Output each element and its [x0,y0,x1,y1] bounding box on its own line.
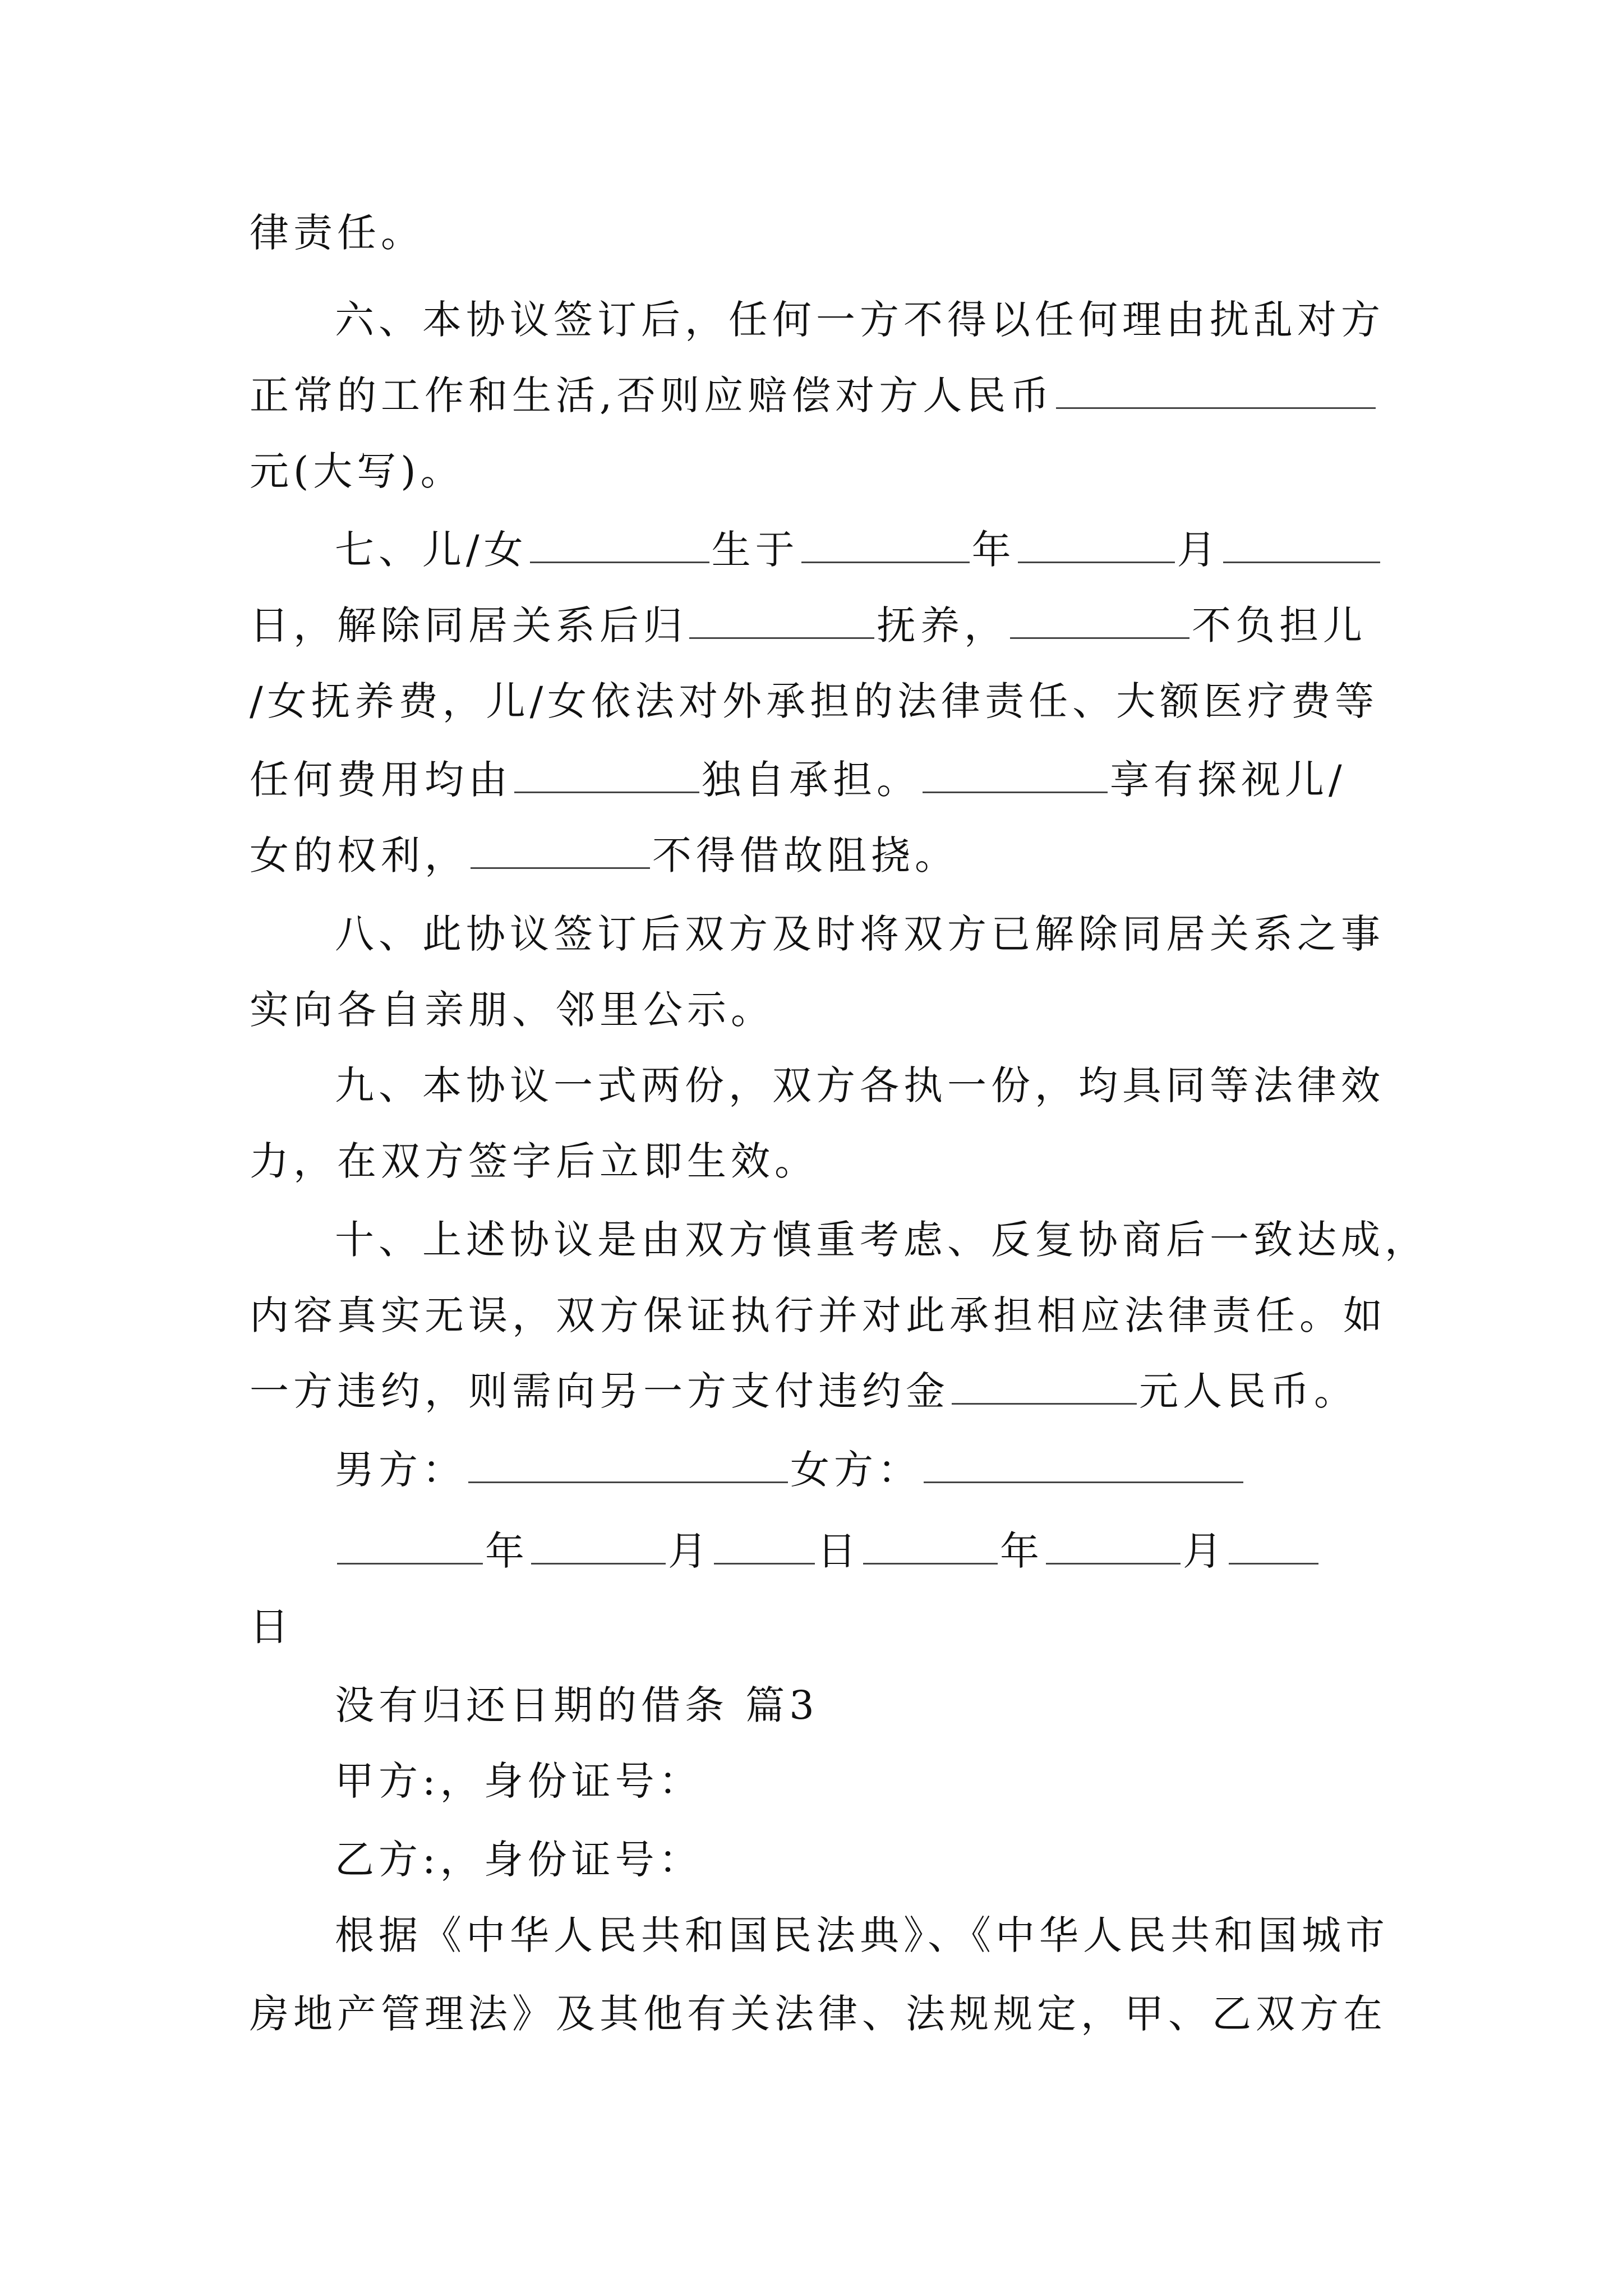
text-segment: 日，解除同居关系后归 [250,602,687,648]
fill-blank [952,1368,1137,1405]
clause-10-line-1 [335,1212,1428,1268]
clause-10-line-2 [250,1287,1385,1343]
signature-line [335,1442,1385,1498]
clause-7-line-5 [250,827,1385,884]
date-line-end [250,1599,1385,1655]
text-segment: 年 [485,1528,529,1574]
date-line [335,1523,1385,1579]
text-segment: 九、本协议一式两份，双方各执一份，均具同等法律效 [335,1062,1385,1108]
clause-6-line-2 [250,367,1385,424]
fill-blank [530,527,709,563]
fill-blank [689,602,874,639]
text-segment: 独自承担。 [702,757,920,803]
fill-blank [1010,602,1189,639]
fill-blank [468,1447,788,1483]
text-segment: 月 [1183,1528,1227,1574]
clause-7-line-3 [250,673,1385,729]
text-segment: 没有归还日期的借条 篇3 [335,1682,819,1728]
text-segment: 不负担儿 [1192,602,1367,648]
text-segment: 十、上述协议是由双方慎重考虑、反复协商后一致达成， [335,1217,1428,1263]
clause-10-line-3 [250,1363,1385,1419]
fill-blank [1223,527,1380,563]
fill-blank [923,757,1108,793]
text-segment: 元人民币。 [1139,1368,1358,1414]
fill-blank [924,1447,1243,1483]
text-segment: 年 [971,527,1016,573]
text-segment: 日 [250,1604,293,1650]
text-segment: 乙方:，身份证号： [335,1837,703,1883]
text-segment: 月 [1177,527,1221,573]
text-segment: 生于 [711,527,799,573]
fill-blank [714,1528,815,1565]
text-segment: 根据《中华人民共和国民法典》、《中华人民共和国城市 [335,1912,1389,1958]
text-segment: 甲方:，身份证号： [335,1758,703,1804]
text-segment: 实向各自亲朋、邻里公示。 [250,987,774,1033]
clause-6-line-1 [335,292,1385,348]
text-segment: 女的权利， [250,832,468,878]
clause-6-line-3 [250,443,1385,499]
fill-blank [531,1528,666,1565]
preamble-line-2 [250,1986,1385,2042]
party-b-line [335,1832,1385,1888]
clause-7-line-1 [335,522,1385,578]
text-segment: 七、儿/女 [335,527,528,573]
text-segment: 内容真实无误，双方保证执行并对此承担相应法律责任。如 [250,1292,1387,1338]
text-segment: /女抚养费，儿/女依法对外承担的法律责任、大额医疗费等 [250,678,1379,724]
clause-9-line-1 [335,1057,1385,1114]
clause-7-line-4 [250,752,1385,808]
text-segment: 任何费用均由 [250,757,512,803]
fill-blank [863,1528,998,1565]
clause-8-line-2 [250,982,1385,1038]
text-segment: 女方： [790,1447,921,1493]
party-a-line [335,1753,1385,1809]
text-segment: 六、本协议签订后，任何一方不得以任何理由扰乱对方 [335,297,1385,343]
fill-blank [1046,1528,1181,1565]
text-segment: 正常的工作和生活,否则应赔偿对方人民币 [250,372,1054,418]
text-segment: 元(大写)。 [250,448,464,494]
fill-blank [1018,527,1175,563]
fill-blank [471,832,650,869]
text-line [250,205,1385,261]
fill-blank [1229,1528,1318,1565]
clause-9-line-2 [250,1133,1385,1189]
text-segment: 男方： [335,1447,466,1493]
section-heading [335,1677,1385,1733]
fill-blank [514,757,699,793]
text-segment: 律责任。 [250,210,425,256]
text-segment: 抚养， [877,602,1008,648]
clause-7-line-2 [250,597,1385,654]
text-segment: 日 [817,1528,861,1574]
text-segment: 不得借故阻挠。 [652,832,958,878]
text-segment: 年 [1000,1528,1044,1574]
text-segment: 力，在双方签字后立即生效。 [250,1138,818,1184]
preamble-line-1 [335,1907,1389,1963]
text-segment: 房地产管理法》及其他有关法律、法规规定，甲、乙双方在 [250,1991,1387,2037]
text-segment: 享有探视儿/ [1110,757,1347,803]
text-segment: 月 [668,1528,712,1574]
text-segment: 八、此协议签订后双方及时将双方已解除同居关系之事 [335,911,1385,957]
fill-blank [801,527,970,563]
clause-8-line-1 [335,906,1385,962]
fill-blank [1056,372,1376,409]
fill-blank [337,1528,483,1565]
text-segment: 一方违约，则需向另一方支付违约金 [250,1368,949,1414]
